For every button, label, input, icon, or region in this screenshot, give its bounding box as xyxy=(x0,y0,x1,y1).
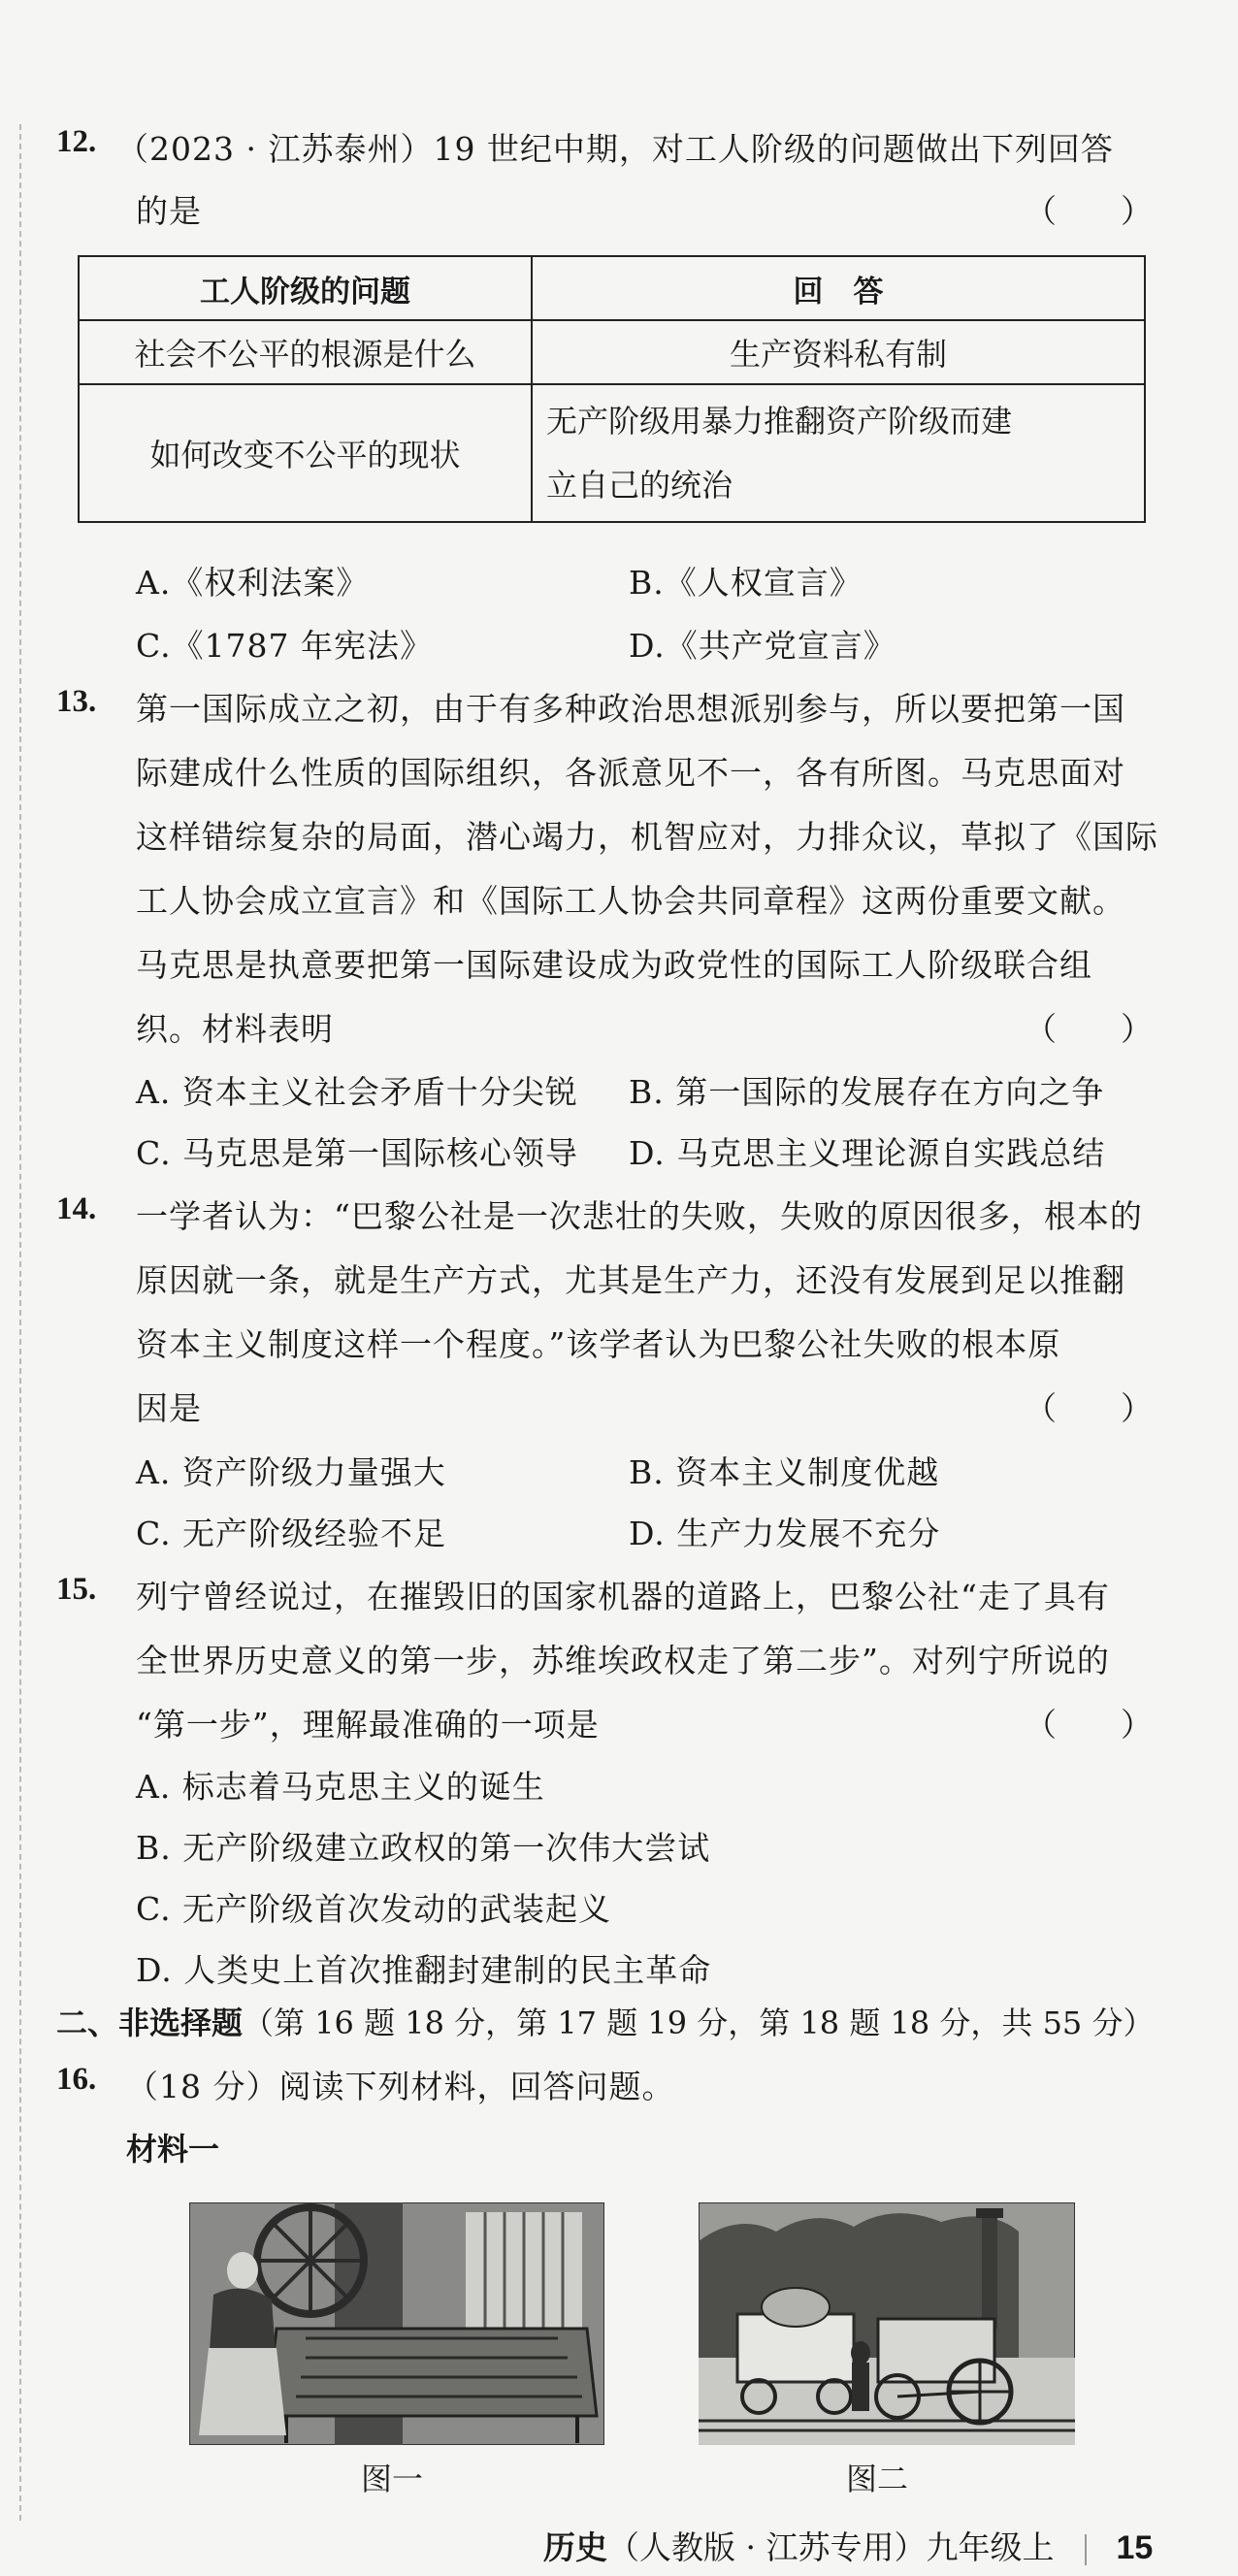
table-row xyxy=(79,384,1145,522)
question-text-line: 马克思是执意要把第一国际建设成为政党性的国际工人阶级联合组 xyxy=(136,946,1092,984)
option-d[interactable]: D. 人类史上首次推翻封建制的民主革命 xyxy=(136,1951,712,1989)
spinning-machine-illustration xyxy=(189,2202,604,2445)
table-header: 回 答 xyxy=(532,256,1145,320)
question-text-line: 资本主义制度这样一个程度。”该学者认为巴黎公社失败的根本原 xyxy=(136,1325,1061,1363)
option-b[interactable]: B. 无产阶级建立政权的第一次伟大尝试 xyxy=(136,1829,711,1867)
question-text-line: 一学者认为：“巴黎公社是一次悲壮的失败，失败的原因很多，根本的 xyxy=(136,1197,1143,1235)
question-text-line: 工人协会成立宣言》和《国际工人协会共同章程》这两份重要文献。 xyxy=(136,882,1125,920)
table-cell: 如何改变不公平的现状 xyxy=(79,384,532,522)
footer-edition: （人教版 · 江苏专用）九年级上 xyxy=(607,2528,1055,2566)
question-14 xyxy=(56,1191,1153,1453)
section-score-note: （第 16 题 18 分，第 17 题 19 分，第 18 题 18 分，共 55 分） xyxy=(243,2005,1155,2041)
question-text-line: 第一国际成立之初，由于有多种政治思想派别参与，所以要把第一国 xyxy=(136,690,1125,728)
question-12 xyxy=(56,124,1153,241)
section-title: 二、非选择题 xyxy=(56,2005,244,2041)
option-b[interactable]: B. 资本主义制度优越 xyxy=(629,1453,940,1491)
page-number: 15 xyxy=(1116,2529,1154,2566)
steam-locomotive-illustration xyxy=(699,2202,1075,2445)
question-12-table xyxy=(78,255,1146,523)
footer-divider xyxy=(1085,2534,1087,2565)
question-number: 13. xyxy=(56,684,97,719)
table-cell: 社会不公平的根源是什么 xyxy=(79,320,532,384)
option-a[interactable]: A. 资产阶级力量强大 xyxy=(136,1453,446,1491)
question-text-line: 原因就一条，就是生产方式，尤其是生产力，还没有发展到足以推翻 xyxy=(136,1261,1125,1299)
answer-bracket[interactable]: （ ） xyxy=(1025,1706,1153,1744)
footer-subject: 历史 xyxy=(543,2528,607,2566)
answer-bracket[interactable]: （ ） xyxy=(1025,1010,1153,1048)
option-d[interactable]: D. 马克思主义理论源自实践总结 xyxy=(629,1134,1106,1172)
question-text-line: 列宁曾经说过，在摧毁旧的国家机器的道路上，巴黎公社“走了具有 xyxy=(136,1578,1110,1615)
question-text-line: （2023 · 江苏泰州）19 世纪中期，对工人阶级的问题做出下列回答 xyxy=(116,130,1114,168)
option-d[interactable]: D. 生产力发展不充分 xyxy=(629,1515,941,1552)
section-heading xyxy=(56,1999,1154,2043)
option-a[interactable]: A.《权利法案》 xyxy=(136,564,370,602)
figure-1-image xyxy=(189,2202,604,2445)
table-cell-line: 无产阶级用暴力推翻资产阶级而建 xyxy=(546,403,1013,440)
question-number: 14. xyxy=(56,1191,97,1226)
answer-bracket[interactable]: （ ） xyxy=(1025,1389,1153,1427)
option-a[interactable]: A. 标志着马克思主义的诞生 xyxy=(136,1768,545,1806)
table-cell: 生产资料私有制 xyxy=(532,320,1145,384)
material-label: 材料一 xyxy=(126,2131,220,2168)
table-header-row xyxy=(79,256,1145,320)
question-text-line: 这样错综复杂的局面，潜心竭力，机智应对，力排众议，草拟了《国际 xyxy=(136,818,1158,856)
option-b[interactable]: B. 第一国际的发展存在方向之争 xyxy=(629,1073,1105,1111)
option-d[interactable]: D.《共产党宣言》 xyxy=(629,627,896,665)
question-13 xyxy=(56,684,1158,1072)
table-row xyxy=(79,320,1145,384)
figure-1-caption: 图一 xyxy=(361,2461,424,2497)
page-footer xyxy=(543,2523,1153,2568)
question-15 xyxy=(56,1572,1153,1766)
option-c[interactable]: C. 无产阶级首次发动的武装起义 xyxy=(136,1890,612,1928)
answer-bracket[interactable]: （ ） xyxy=(1025,192,1153,230)
option-c[interactable]: C. 马克思是第一国际核心领导 xyxy=(136,1134,579,1172)
table-cell xyxy=(532,384,1145,522)
question-text-line: （18 分）阅读下列材料，回答问题。 xyxy=(126,2068,675,2105)
question-text-line: 全世界历史意义的第一步，苏维埃政权走了第二步”。对列宁所说的 xyxy=(136,1642,1110,1679)
option-c[interactable]: C.《1787 年宪法》 xyxy=(136,627,434,665)
binding-margin-rule xyxy=(19,124,21,2521)
option-a[interactable]: A. 资本主义社会矛盾十分尖锐 xyxy=(136,1073,578,1111)
question-number: 16. xyxy=(56,2062,97,2097)
option-c[interactable]: C. 无产阶级经验不足 xyxy=(136,1515,447,1552)
table-header: 工人阶级的问题 xyxy=(79,256,532,320)
question-number: 15. xyxy=(56,1572,97,1607)
question-text-line: 织。材料表明 xyxy=(136,1010,334,1048)
table-cell-line: 立自己的统治 xyxy=(546,467,733,504)
option-b[interactable]: B.《人权宣言》 xyxy=(629,564,863,602)
question-text-line: 的是 xyxy=(136,192,202,230)
question-text-line: 因是 xyxy=(136,1389,202,1427)
figure-2-caption: 图二 xyxy=(846,2461,909,2497)
question-number: 12. xyxy=(56,124,97,159)
question-16 xyxy=(56,2062,1153,2110)
question-text-line: 际建成什么性质的国际组织，各派意见不一，各有所图。马克思面对 xyxy=(136,754,1125,792)
question-text-line: “第一步”，理解最准确的一项是 xyxy=(136,1706,600,1744)
figure-2-image xyxy=(699,2202,1075,2445)
